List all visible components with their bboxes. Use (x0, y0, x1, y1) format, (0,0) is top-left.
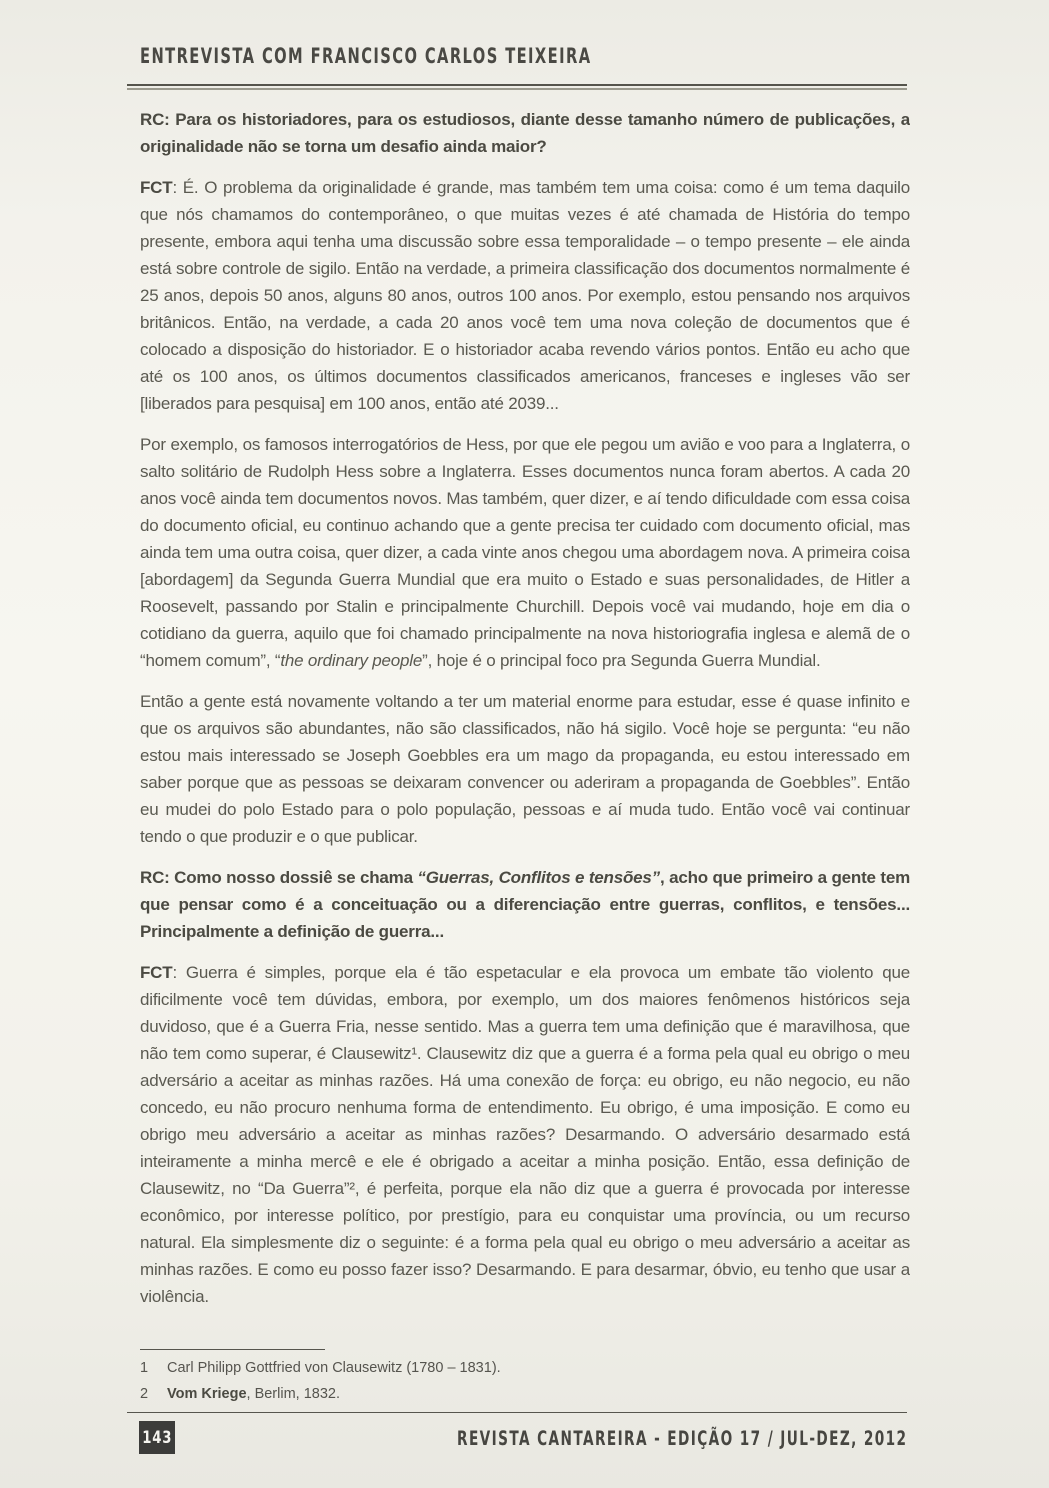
header-rule-bottom (127, 88, 907, 90)
footnote-1 (140, 1355, 910, 1381)
page-footer (264, 1427, 907, 1450)
page-number: 143 (141, 1427, 173, 1448)
journal-issue-line: REVISTA CANTAREIRA - EDIÇÃO 17 / JUL-DEZ, 2012 (456, 1427, 907, 1450)
page-header-title: ENTREVISTA COM FRANCISCO CARLOS TEIXEIRA (140, 44, 592, 68)
interview-answer-2: FCT: Guerra é simples, porque ela é tão espetacular e ela provoca um embate tão violento que dificilmente você tem dúvidas, embora, por exemplo, um dos maiores fenômenos históricos seja duvidoso, que é a Guerra Fria, nesse sentido. Mas a guerra tem uma definição que é maravilhosa, que não tem como superar, é Clausewitz¹. Clausewitz diz que a guerra é a forma pela qual eu obrigo o meu adversário a aceitar as minhas razões. Há uma conexão de força: eu obrigo, eu não negocio, eu não concedo, eu não procuro nenhuma forma de entendimento. Eu obrigo, é uma imposição. E como eu obrigo meu adversário a aceitar as minhas razões? Desarmando. O adversário desarmado está inteiramente a minha mercê e ele é obrigado a aceitar a minha posição. Então, essa definição de Clausewitz, no “Da Guerra”², é perfeita, porque ela não diz que a guerra é provocada por interesse econômico, por interesse político, por prestígio, para eu conquistar uma província, ou um recurso natural. Ela simplesmente diz o seguinte: é a forma pela qual eu obrigo o meu adversário a aceitar as minhas razões. E como eu posso fazer isso? Desarmando. E para desarmar, óbvio, eu tenho que usar a violência. (140, 963, 910, 1306)
footnote-2-number: 2 (140, 1386, 149, 1402)
interview-answer-1-continued-b: Então a gente está novamente voltando a ter um material enorme para estudar, esse é quase infinito e que os arquivos são abundantes, não são classificados, não há sigilo. Você hoje se pergunta: “eu não estou mais interessado se Joseph Goebbles era um mago da propaganda, eu estou interessado em saber porque que as pessoas se deixaram convencer ou aderiram a propaganda de Goebbles”. Então eu mudei do polo Estado para o polo população, pessoas e aí muda tudo. Então você vai continuar tendo o que produzir e o que publicar. (140, 692, 910, 846)
footnotes-section (140, 1349, 910, 1407)
interview-question-2: RC: Como nosso dossiê se chama “Guerras, Conflitos e tensões”, acho que primeiro a gente tem que pensar como é a conceituação ou a diferenciação entre guerras, conflitos, e tensões... Principalmente a definição de guerra... (140, 868, 910, 941)
interview-question-1: RC: Para os historiadores, para os estudiosos, diante desse tamanho número de publicações, a originalidade não se torna um desafio ainda maior? (140, 110, 910, 156)
page-header (140, 44, 785, 68)
footnote-2 (140, 1381, 910, 1407)
interview-body (140, 106, 910, 1348)
interview-answer-1-continued-a: Por exemplo, os famosos interrogatórios de Hess, por que ele pegou um avião e voo para a Inglaterra, o salto solitário de Rudolph Hess sobre a Inglaterra. Esses documentos nunca foram abertos. A cada 20 anos você ainda tem documentos novos. Mas também, quer dizer, e aí tendo dificuldade com essa coisa do documento oficial, eu continuo achando que a gente precisa ter cuidado com documento oficial, mas ainda tem uma outra coisa, quer dizer, a cada vinte anos chegou uma abordagem nova. A primeira coisa [abordagem] da Segunda Guerra Mundial que era muito o Estado e suas personalidades, de Hitler a Roosevelt, passando por Stalin e principalmente Churchill. Depois você vai mudando, hoje em dia o cotidiano da guerra, aquilo que foi chamado principalmente na nova historiografia inglesa e alemã de o “homem comum”, “the ordinary people”, hoje é o principal foco pra Segunda Guerra Mundial. (140, 435, 910, 670)
footnote-separator-rule (140, 1349, 325, 1350)
interview-answer-1: FCT: É. O problema da originalidade é grande, mas também tem uma coisa: como é um tema daquilo que nós chamamos do contemporâneo, o que muitas vezes é até chamada de História do tempo presente, embora aqui tenha uma discussão sobre essa temporalidade – o tempo presente – ele ainda está sobre controle de sigilo. Então na verdade, a primeira classificação dos documentos normalmente é 25 anos, depois 50 anos, alguns 80 anos, outros 100 anos. Por exemplo, estou pensando nos arquivos britânicos. Então, na verdade, a cada 20 anos você tem uma nova coleção de documentos que é colocado a disposição do historiador. E o historiador acaba revendo vários pontos. Então eu acho que até os 100 anos, os últimos documentos classificados americanos, franceses e ingleses vão ser [liberados para pesquisa] em 100 anos, então até 2039... (140, 178, 910, 413)
header-double-rule (127, 84, 907, 90)
page-number-badge (139, 1421, 175, 1454)
footnote-1-number: 1 (140, 1360, 149, 1376)
footnote-1-text: Carl Philipp Gottfried von Clausewitz (1780 – 1831). (167, 1360, 501, 1376)
footer-rule (127, 1412, 907, 1413)
footnote-2-text: Vom Kriege, Berlim, 1832. (167, 1386, 341, 1402)
